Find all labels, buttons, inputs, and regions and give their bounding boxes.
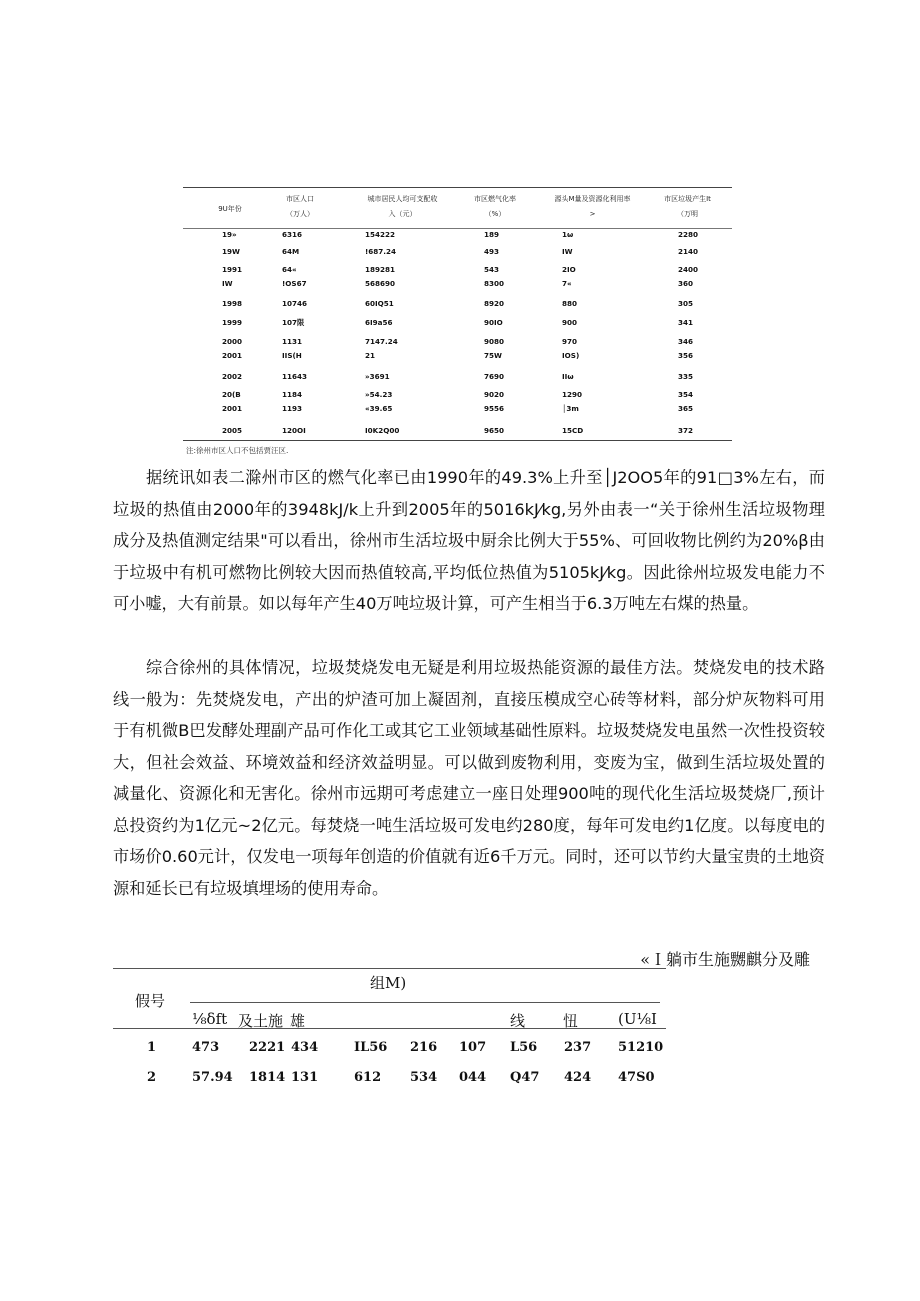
- table2-cell: 2221: [249, 1040, 286, 1055]
- caption-rule: [113, 968, 666, 969]
- table-cell-population: IIS(H: [282, 351, 302, 360]
- table-cell-gas-rate: 8300: [484, 279, 505, 288]
- table2-cell: 216: [410, 1040, 438, 1055]
- col-header-1: ⅛δft: [192, 1010, 228, 1028]
- group-header: 组M): [370, 974, 407, 992]
- table2-row-number: 2: [147, 1070, 157, 1085]
- table2-cell: 107: [459, 1040, 487, 1055]
- table-cell-year: 19W: [222, 247, 240, 256]
- table2-cell: 424: [564, 1070, 592, 1085]
- col-header-5: 忸: [563, 1012, 579, 1030]
- table-note: 注:徐州市区人口不包括贾汪区.: [186, 446, 289, 455]
- table-cell-gas-rate: 9556: [484, 404, 505, 413]
- table-header-rule: [183, 228, 732, 229]
- table-cell-year: 2000: [222, 337, 243, 346]
- table-cell-population: 64M: [282, 247, 300, 256]
- header-gas-rate-line1: 市区燃气化率: [474, 195, 516, 203]
- table-cell-year: 20(B: [222, 390, 241, 399]
- table-cell-year: 2001: [222, 351, 243, 360]
- table-cell-source-reduction: 1290: [562, 390, 583, 399]
- table-caption: «Ｉ躺市生施嬲麒分及雕: [640, 950, 810, 969]
- table-cell-income: !687.24: [365, 247, 397, 256]
- table-cell-year: 1998: [222, 299, 243, 308]
- table-cell-income: 21: [365, 351, 376, 360]
- table-cell-waste-generation: 2280: [678, 230, 699, 239]
- table-cell-source-reduction: 1ω: [562, 230, 574, 239]
- table-cell-year: 1991: [222, 265, 243, 274]
- col-header-4: 线: [510, 1012, 526, 1030]
- table-cell-gas-rate: 9080: [484, 337, 505, 346]
- table-cell-gas-rate: 8920: [484, 299, 505, 308]
- table-cell-waste-generation: 360: [678, 279, 694, 288]
- table-cell-year: 2001: [222, 404, 243, 413]
- header-waste-generation-line1: 市区垃圾产生It: [664, 195, 711, 203]
- table-cell-income: 568690: [365, 279, 396, 288]
- table-cell-source-reduction: 880: [562, 299, 578, 308]
- table-cell-gas-rate: 9650: [484, 426, 505, 435]
- header-population: [270, 192, 330, 222]
- table-cell-gas-rate: 75W: [484, 351, 502, 360]
- table2-cell: 434: [291, 1040, 319, 1055]
- table-cell-waste-generation: 372: [678, 426, 694, 435]
- table-cell-source-reduction: IW: [562, 247, 573, 256]
- header-gas-rate-line2: （%）: [484, 210, 506, 218]
- table-cell-population: 64«: [282, 265, 297, 274]
- table2-cell: IL56: [354, 1040, 388, 1055]
- table-cell-income: »54.23: [365, 390, 393, 399]
- header-income-line2: 入（元）: [388, 210, 417, 218]
- header-gas-rate: [460, 192, 530, 222]
- header-source-reduction: [540, 192, 645, 222]
- table-cell-gas-rate: 543: [484, 265, 500, 274]
- table-cell-source-reduction: IOS): [562, 351, 580, 360]
- table-cell-source-reduction: │3m: [562, 404, 579, 413]
- table2-cell: 51210: [618, 1040, 664, 1055]
- table-cell-waste-generation: 354: [678, 390, 694, 399]
- table-cell-waste-generation: 341: [678, 318, 694, 327]
- table-cell-gas-rate: 493: [484, 247, 500, 256]
- table2-row-number: 1: [147, 1040, 157, 1055]
- group-rule: [190, 1002, 660, 1003]
- table-cell-population: 10746: [282, 299, 308, 308]
- table2-cell: L56: [510, 1040, 538, 1055]
- table-cell-waste-generation: 305: [678, 299, 694, 308]
- table-cell-gas-rate: 90IO: [484, 318, 503, 327]
- table-cell-source-reduction: 2IO: [562, 265, 576, 274]
- table-cell-waste-generation: 2400: [678, 265, 699, 274]
- header-rule: [113, 1028, 666, 1029]
- table-cell-population: 1184: [282, 390, 303, 399]
- table-cell-gas-rate: 9020: [484, 390, 505, 399]
- col-header-2: 及土施: [238, 1012, 284, 1030]
- table-cell-income: I0K2Q00: [365, 426, 400, 435]
- table-cell-waste-generation: 335: [678, 372, 694, 381]
- table-cell-year: IW: [222, 279, 233, 288]
- table2-cell: 131: [291, 1070, 319, 1085]
- table-cell-waste-generation: 356: [678, 351, 694, 360]
- table-cell-income: »3691: [365, 372, 390, 381]
- table2-cell: 534: [410, 1070, 438, 1085]
- table-cell-source-reduction: 970: [562, 337, 578, 346]
- table-bottom-rule: [183, 440, 732, 441]
- table-cell-income: 154222: [365, 230, 396, 239]
- paragraph-heat-value: 据统讯如表二滁州市区的燃气化率已由1990年的49.3%上升至│J2OO5年的91□3%左右，而垃圾的热值由2000年的3948kJ/k上升到2005年的5016kJ⁄kg,另外由表一“关于徐州生活垃圾物理成分及热值测定结果"可以看出，徐州市生活垃圾中厨余比例大于55%、可回收物比例约为20%β由于垃圾中有机可燃物比例较大因而热值较高,平均低位热值为5105kJ⁄kg。因此徐州垃圾发电能力不可小嘘，大有前景。如以每年产生40万吨垃圾计算，可产生相当于6.3万吨左右煤的热量。: [113, 468, 825, 613]
- table2-cell: 47S0: [618, 1070, 655, 1085]
- table2-cell: 612: [354, 1070, 382, 1085]
- header-population-line2: （万人）: [286, 210, 314, 218]
- header-income-line1: 城市居民人均可支配收: [367, 195, 438, 203]
- table-cell-gas-rate: 189: [484, 230, 500, 239]
- col-header-6: (U⅛I: [618, 1010, 657, 1028]
- table-cell-income: 60IQ51: [365, 299, 394, 308]
- table-cell-source-reduction: 15CD: [562, 426, 584, 435]
- table-cell-source-reduction: 7«: [562, 279, 572, 288]
- table2-cell: 044: [459, 1070, 487, 1085]
- table-cell-income: 189281: [365, 265, 396, 274]
- header-source-reduction-line2: >: [589, 210, 596, 218]
- table-cell-source-reduction: 900: [562, 318, 578, 327]
- header-year: 9U年份: [218, 205, 242, 213]
- table-cell-population: 107限: [282, 318, 305, 327]
- header-population-line1: 市区人口: [286, 195, 314, 203]
- table-cell-population: 6316: [282, 230, 303, 239]
- row-header: 假号: [135, 992, 166, 1010]
- header-waste-generation-line2: （万明: [677, 210, 698, 218]
- paragraph-incineration: 综合徐州的具体情况，垃圾焚烧发电无疑是利用垃圾热能资源的最佳方法。焚烧发电的技术路线一般为：先焚烧发电，产出的炉渣可加上凝固剂，直接压模成空心砖等材料，部分炉灰物料可用于有机微B巴发酵处理副产品可作化工或其它工业领域基础性原料。垃圾焚烧发电虽然一次性投资较大，但社会效益、环境效益和经济效益明显。可以做到废物利用，变废为宝，做到生活垃圾处置的减量化、资源化和无害化。徐州市远期可考虑建立一座日处理900吨的现代化生活垃圾焚烧厂,预计总投资约为1亿元~2亿元。每焚烧一吨生活垃圾可发电约280度，每年可发电约1亿度。以每度电的市场价0.60元计，仅发电一项每年创造的价值就有近6千万元。同时，还可以节约大量宝贵的土地资源和延长已有垃圾填埋场的使用寿命。: [113, 658, 825, 898]
- header-income: [350, 192, 455, 222]
- table-cell-year: 19»: [222, 230, 237, 239]
- table-cell-population: !OS67: [282, 279, 307, 288]
- table-cell-year: 1999: [222, 318, 243, 327]
- table2-cell: 237: [564, 1040, 592, 1055]
- table-cell-income: 6I9a56: [365, 318, 393, 327]
- table-cell-year: 2005: [222, 426, 243, 435]
- table-top-rule: [183, 187, 732, 188]
- table-cell-source-reduction: IIω: [562, 372, 574, 381]
- header-waste-generation: [650, 192, 725, 222]
- header-source-reduction-line1: 源头M量及资源化利用率: [554, 195, 631, 203]
- table2-cell: Q47: [510, 1070, 540, 1085]
- table-cell-waste-generation: 346: [678, 337, 694, 346]
- table-cell-population: 1131: [282, 337, 303, 346]
- table-cell-year: 2002: [222, 372, 243, 381]
- table-cell-waste-generation: 2140: [678, 247, 699, 256]
- table2-cell: 57.94: [192, 1070, 233, 1085]
- table2-cell: 1814: [249, 1070, 286, 1085]
- table-cell-waste-generation: 365: [678, 404, 694, 413]
- table-cell-income: 7147.24: [365, 337, 398, 346]
- table-cell-population: 1193: [282, 404, 303, 413]
- col-header-3: 雄: [290, 1012, 306, 1030]
- table-cell-gas-rate: 7690: [484, 372, 505, 381]
- table-cell-population: 120OI: [282, 426, 306, 435]
- table-cell-income: «39.65: [365, 404, 393, 413]
- table-cell-population: 11643: [282, 372, 308, 381]
- table2-cell: 473: [192, 1040, 220, 1055]
